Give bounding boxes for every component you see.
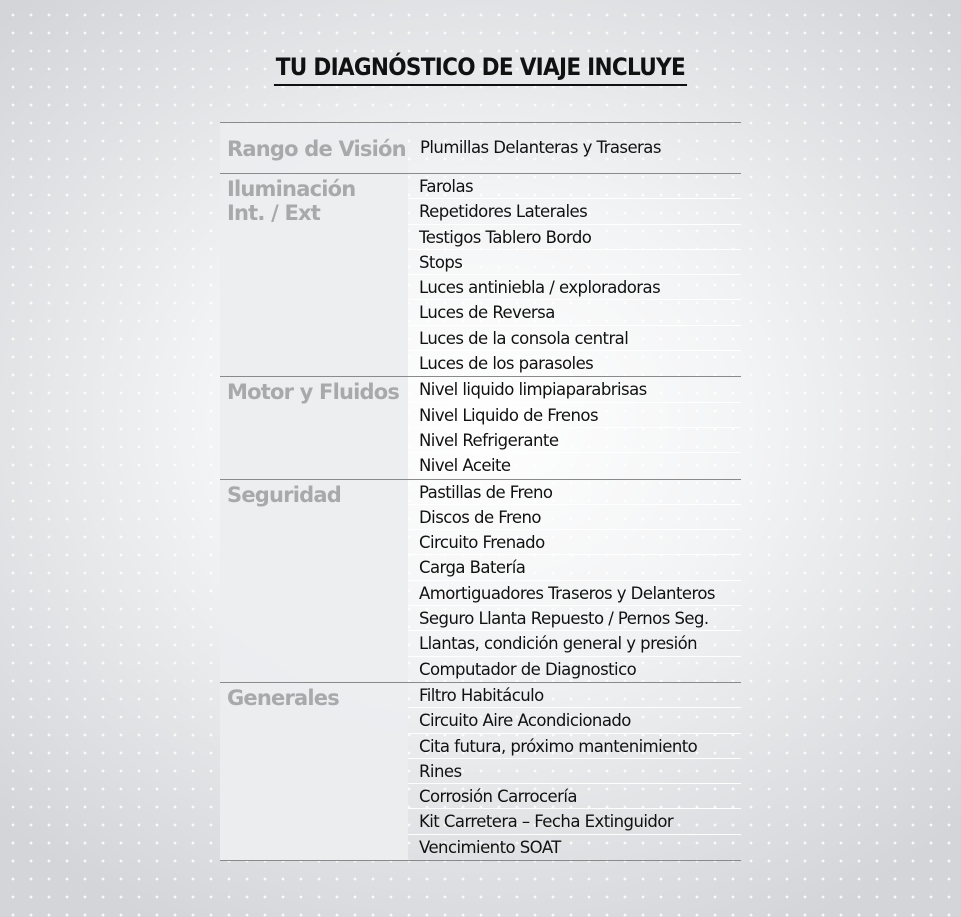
list-item: Llantas, condición general y presión xyxy=(408,631,741,656)
list-item: Corrosión Carrocería xyxy=(408,784,741,809)
section-motor-y-fluidos xyxy=(220,377,741,479)
checklist-table xyxy=(220,122,741,861)
list-item: Amortiguadores Traseros y Delanteros xyxy=(408,581,741,606)
list-item: Luces antiniebla / exploradoras xyxy=(408,275,741,300)
section-rango-de-vision xyxy=(220,123,741,174)
list-item: Circuito Aire Acondicionado xyxy=(408,708,741,733)
list-item: Stops xyxy=(408,250,741,275)
list-item: Kit Carretera – Fecha Extinguidor xyxy=(408,809,741,834)
section-items xyxy=(408,683,741,860)
list-item: Circuito Frenado xyxy=(408,530,741,555)
section-label: Generales xyxy=(220,683,408,860)
list-item: Testigos Tablero Bordo xyxy=(408,225,741,250)
section-seguridad xyxy=(220,480,741,683)
list-item: Rines xyxy=(408,759,741,784)
list-item: Carga Batería xyxy=(408,555,741,580)
list-item: Nivel Liquido de Frenos xyxy=(408,403,741,428)
list-item: Nivel liquido limpiaparabrisas xyxy=(408,377,741,402)
list-item: Vencimiento SOAT xyxy=(419,837,561,857)
list-item: Seguro Llanta Repuesto / Pernos Seg. xyxy=(408,606,741,631)
section-items xyxy=(408,480,741,682)
section-label: Iluminación Int. / Ext xyxy=(220,174,408,376)
list-item: Cita futura, próximo mantenimiento xyxy=(408,734,741,759)
section-label: Rango de Visión xyxy=(220,123,408,173)
list-item: Nivel Refrigerante xyxy=(408,428,741,453)
section-label: Seguridad xyxy=(220,480,408,682)
list-item: Nivel Aceite xyxy=(419,456,511,476)
list-item: Luces de la consola central xyxy=(408,326,741,351)
section-generales xyxy=(220,683,741,861)
list-item: Luces de Reversa xyxy=(408,300,741,325)
section-iluminacion xyxy=(220,174,741,377)
list-item: Pastillas de Freno xyxy=(408,480,741,505)
list-item: Computador de Diagnostico xyxy=(419,659,637,679)
section-items xyxy=(408,174,741,376)
page-title: TU DIAGNÓSTICO DE VIAJE INCLUYE xyxy=(274,53,687,86)
list-item: Discos de Freno xyxy=(408,505,741,530)
list-item: Luces de los parasoles xyxy=(419,354,594,374)
page-title-container xyxy=(0,46,961,86)
section-items xyxy=(408,123,741,173)
list-item: Farolas xyxy=(408,174,741,199)
list-item: Filtro Habitáculo xyxy=(408,683,741,708)
section-label: Motor y Fluidos xyxy=(220,377,408,478)
list-item: Repetidores Laterales xyxy=(408,199,741,224)
list-item: Plumillas Delanteras y Traseras xyxy=(420,138,661,157)
section-items xyxy=(408,377,741,478)
